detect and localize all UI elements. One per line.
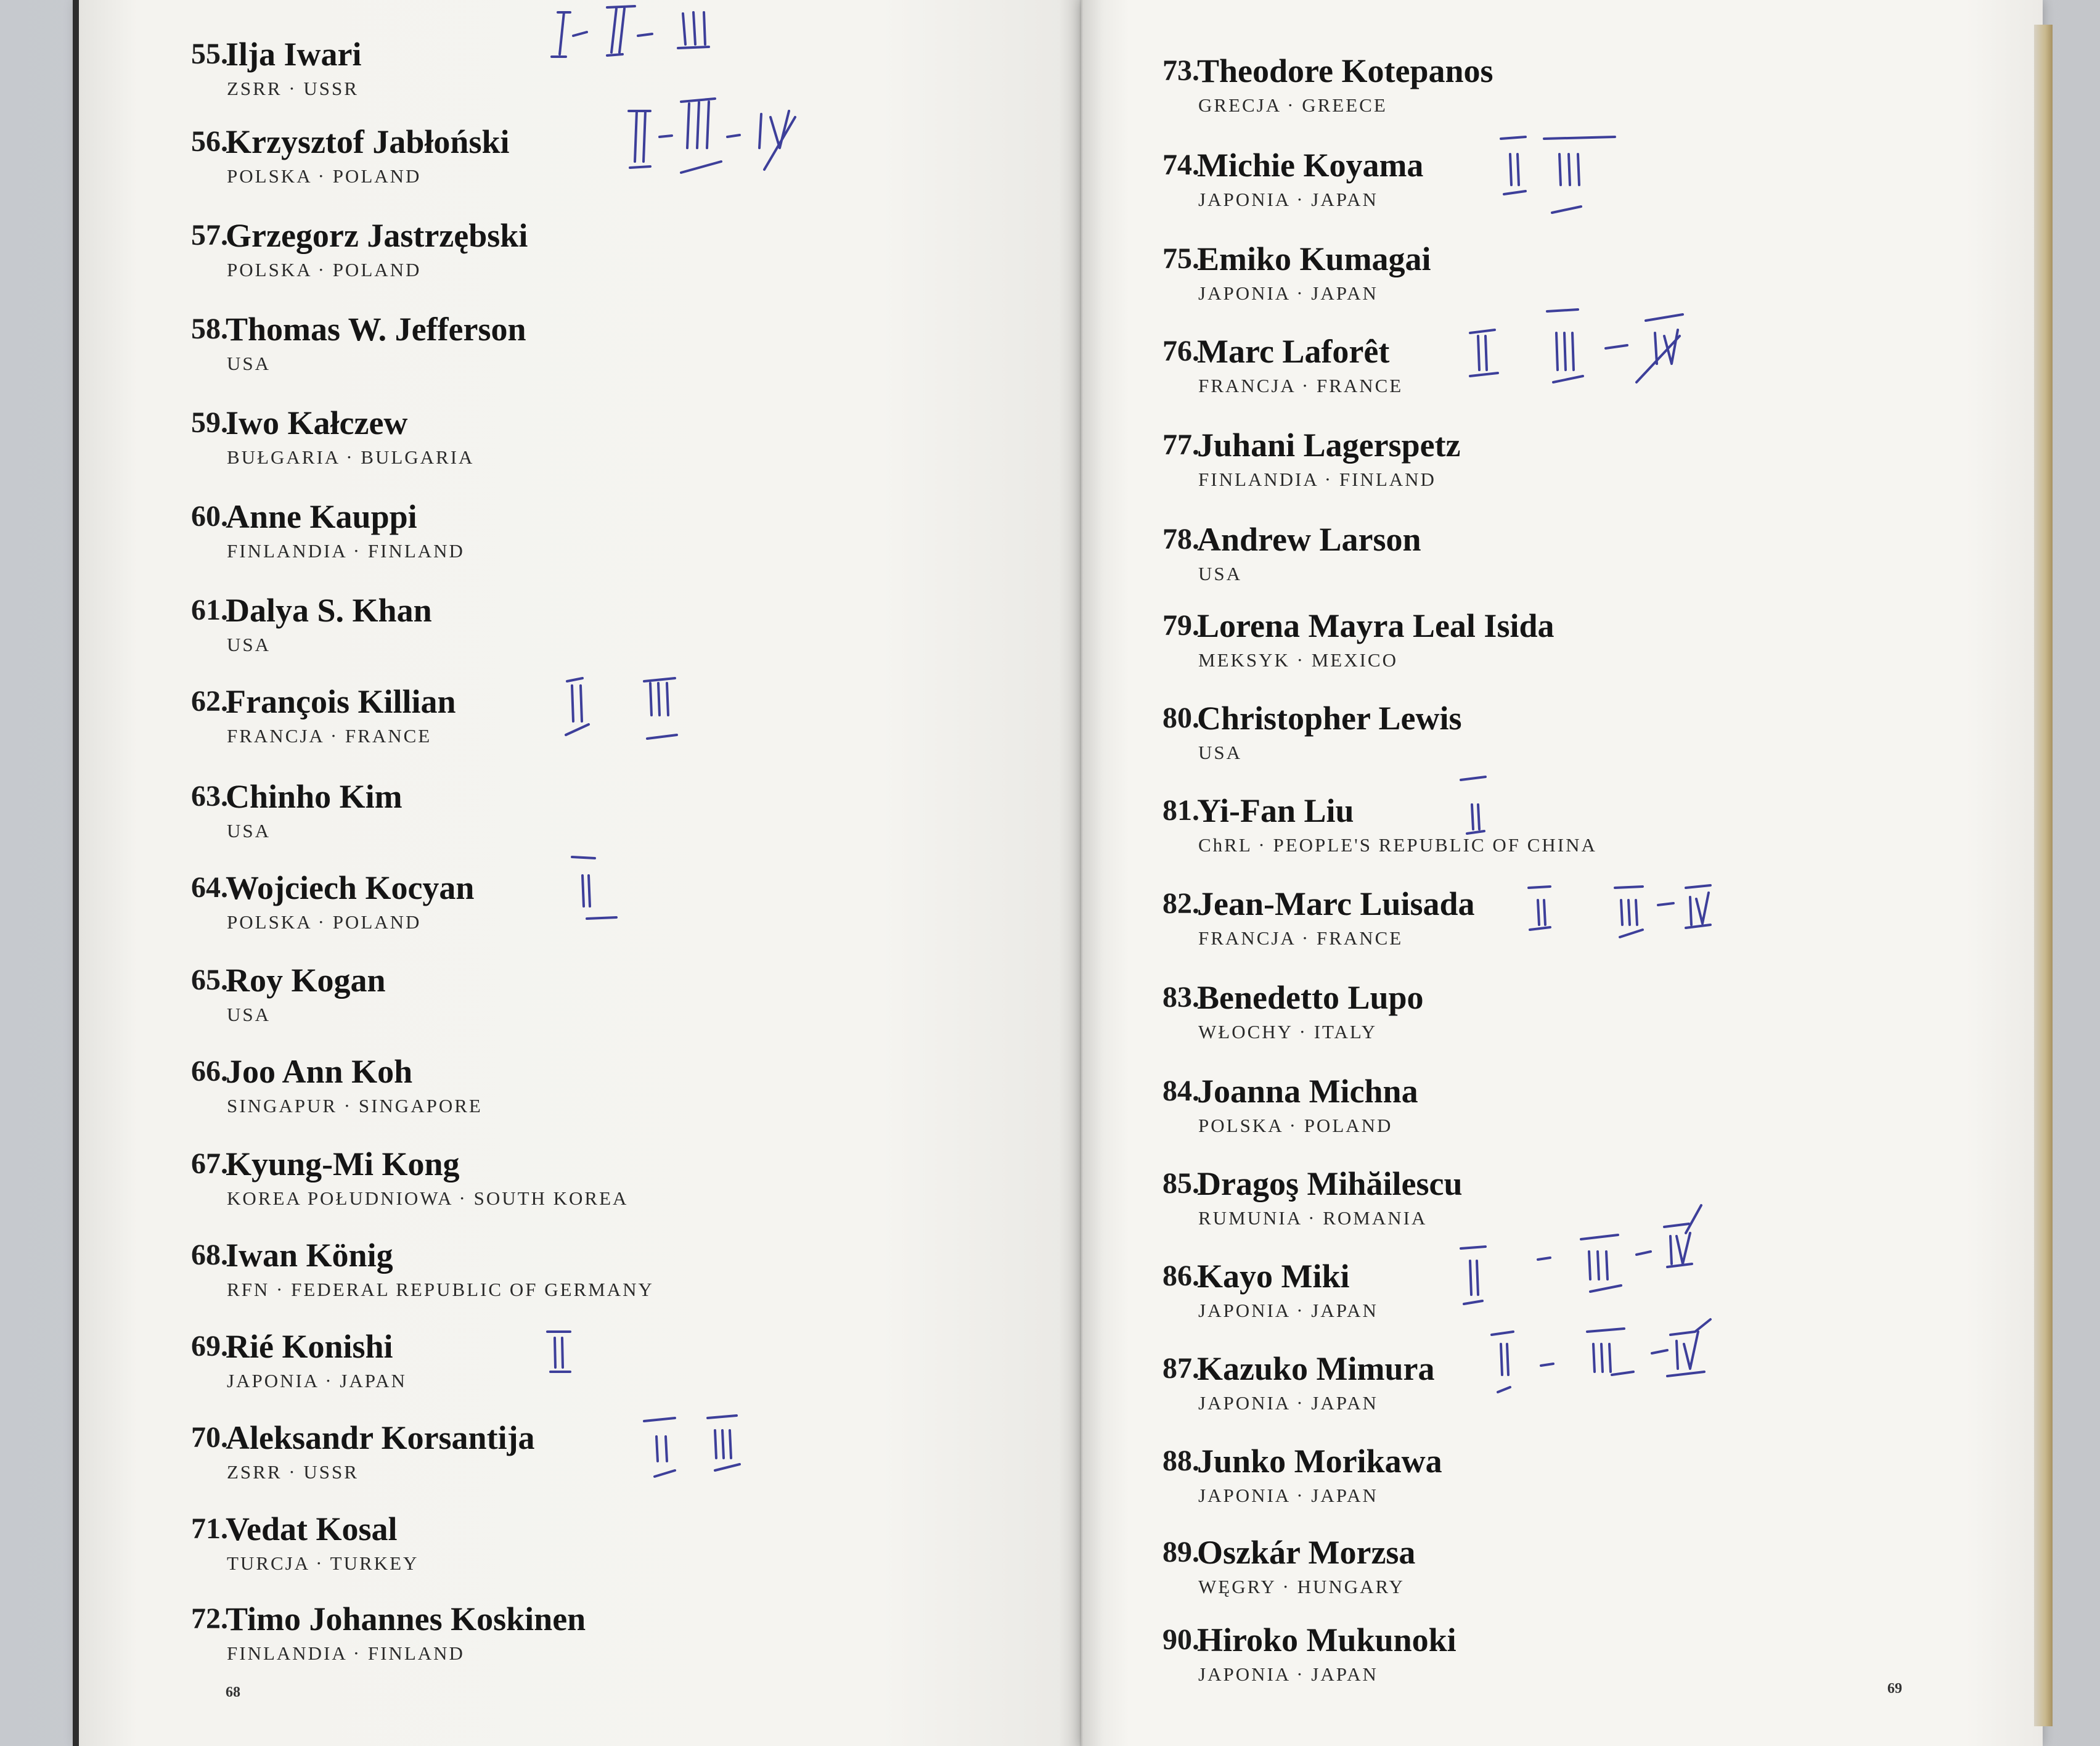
participant-country: ZSRR · USSR bbox=[227, 1461, 359, 1483]
entry-number: 68. bbox=[191, 1239, 228, 1271]
participant-country: BUŁGARIA · BULGARIA bbox=[227, 446, 475, 468]
entry-number: 64. bbox=[191, 871, 228, 904]
participant-country: SINGAPUR · SINGAPORE bbox=[227, 1095, 483, 1117]
entry-number: 79. bbox=[1162, 609, 1199, 642]
participant-name: Roy Kogan bbox=[226, 962, 386, 999]
participant-country: WŁOCHY · ITALY bbox=[1198, 1021, 1378, 1043]
participant-name: Joanna Michna bbox=[1197, 1073, 1418, 1110]
participant-name: Anne Kauppi bbox=[226, 498, 417, 535]
participant-name: Joo Ann Koh bbox=[226, 1053, 413, 1090]
participant-country: RUMUNIA · ROMANIA bbox=[1198, 1207, 1428, 1229]
participant-country: GRECJA · GREECE bbox=[1198, 94, 1387, 116]
participant-country: FINLANDIA · FINLAND bbox=[227, 540, 465, 562]
entry-number: 59. bbox=[191, 406, 228, 439]
participant-country: JAPONIA · JAPAN bbox=[1198, 1300, 1378, 1321]
participant-name: Andrew Larson bbox=[1197, 521, 1421, 558]
participant-name: Kazuko Mimura bbox=[1197, 1350, 1435, 1387]
entry-number: 82. bbox=[1162, 887, 1199, 920]
handwritten-mark bbox=[1529, 885, 1710, 937]
participant-country: FRANCJA · FRANCE bbox=[227, 725, 432, 747]
participant-country: USA bbox=[227, 353, 271, 374]
entry-number: 62. bbox=[191, 685, 228, 718]
entry-number: 88. bbox=[1162, 1445, 1199, 1477]
entry-number: 58. bbox=[191, 313, 228, 345]
entry-number: 87. bbox=[1162, 1352, 1199, 1385]
participant-name: Kyung-Mi Kong bbox=[226, 1146, 460, 1182]
handwritten-mark bbox=[629, 99, 795, 173]
participant-name: Ilja Iwari bbox=[226, 36, 362, 73]
participant-name: Lorena Mayra Leal Isida bbox=[1197, 607, 1555, 644]
participant-country: KOREA POŁUDNIOWA · SOUTH KOREA bbox=[227, 1187, 629, 1209]
entry-number: 84. bbox=[1162, 1075, 1199, 1107]
participant-name: Marc Laforêt bbox=[1197, 333, 1390, 370]
entry-number: 69. bbox=[191, 1330, 228, 1363]
entry-number: 61. bbox=[191, 594, 228, 626]
participant-name: Rié Konishi bbox=[226, 1328, 393, 1365]
participant-name: Iwo Kałczew bbox=[226, 404, 408, 441]
participant-country: JAPONIA · JAPAN bbox=[1198, 282, 1378, 304]
entry-number: 71. bbox=[191, 1512, 228, 1545]
participant-name: Michie Koyama bbox=[1197, 147, 1424, 184]
participant-name: Iwan König bbox=[226, 1237, 393, 1274]
entry-number: 89. bbox=[1162, 1536, 1199, 1568]
participant-country: POLSKA · POLAND bbox=[227, 165, 422, 187]
participant-name: Wojciech Kocyan bbox=[226, 869, 475, 906]
entry-number: 57. bbox=[191, 219, 228, 252]
participant-country: USA bbox=[227, 820, 271, 842]
handwritten-mark bbox=[547, 1332, 570, 1372]
participant-name: Dragoş Mihăilescu bbox=[1197, 1165, 1463, 1202]
participant-name: Yi-Fan Liu bbox=[1197, 792, 1354, 829]
page-number-left: 68 bbox=[226, 1684, 240, 1700]
entry-number: 81. bbox=[1162, 794, 1199, 827]
participant-name: Chinho Kim bbox=[226, 778, 402, 815]
participant-name: Junko Morikawa bbox=[1197, 1443, 1442, 1480]
entry-number: 78. bbox=[1162, 523, 1199, 555]
participant-country: FINLANDIA · FINLAND bbox=[1198, 469, 1436, 490]
entry-number: 60. bbox=[191, 500, 228, 533]
participant-name: François Killian bbox=[226, 683, 456, 720]
participant-name: Hiroko Mukunoki bbox=[1197, 1621, 1457, 1658]
participant-name: Krzysztof Jabłoński bbox=[226, 123, 510, 160]
participant-name: Emiko Kumagai bbox=[1197, 240, 1431, 277]
entry-number: 63. bbox=[191, 780, 228, 813]
entry-number: 70. bbox=[191, 1421, 228, 1454]
participant-country: JAPONIA · JAPAN bbox=[1198, 1485, 1378, 1506]
entry-number: 72. bbox=[191, 1602, 228, 1635]
participant-name: Juhani Lagerspetz bbox=[1197, 427, 1461, 464]
participant-name: Aleksandr Korsantija bbox=[226, 1419, 535, 1456]
participant-country: USA bbox=[1198, 563, 1243, 584]
participant-name: Kayo Miki bbox=[1197, 1258, 1350, 1295]
participant-country: USA bbox=[227, 634, 271, 655]
participant-name: Thomas W. Jefferson bbox=[226, 311, 526, 348]
participant-country: ChRL · PEOPLE'S REPUBLIC OF CHINA bbox=[1198, 834, 1597, 856]
participant-name: Grzegorz Jastrzębski bbox=[226, 217, 528, 254]
participant-country: POLSKA · POLAND bbox=[227, 259, 422, 281]
participant-name: Oszkár Morzsa bbox=[1197, 1534, 1416, 1571]
entry-number: 66. bbox=[191, 1055, 228, 1088]
participant-name: Christopher Lewis bbox=[1197, 700, 1462, 737]
entry-number: 76. bbox=[1162, 335, 1199, 367]
participant-country: FRANCJA · FRANCE bbox=[1198, 927, 1403, 949]
entry-number: 55. bbox=[191, 38, 228, 70]
participant-name: Jean-Marc Luisada bbox=[1197, 885, 1475, 922]
participant-country: WĘGRY · HUNGARY bbox=[1198, 1576, 1405, 1597]
participant-country: JAPONIA · JAPAN bbox=[227, 1370, 407, 1391]
participant-name: Theodore Kotepanos bbox=[1197, 52, 1493, 89]
participant-country: POLSKA · POLAND bbox=[1198, 1115, 1393, 1136]
participant-name: Dalya S. Khan bbox=[226, 592, 432, 629]
entry-number: 85. bbox=[1162, 1167, 1199, 1200]
handwritten-mark bbox=[1492, 1319, 1710, 1392]
participant-country: JAPONIA · JAPAN bbox=[1198, 189, 1378, 210]
entry-number: 75. bbox=[1162, 242, 1199, 275]
entry-number: 73. bbox=[1162, 54, 1199, 87]
handwritten-mark bbox=[552, 6, 709, 57]
participant-country: USA bbox=[1198, 742, 1243, 763]
participant-country: ZSRR · USSR bbox=[227, 78, 359, 99]
participant-country: MEKSYK · MEXICO bbox=[1198, 649, 1398, 671]
participant-name: Timo Johannes Koskinen bbox=[226, 1600, 586, 1637]
handwritten-mark bbox=[572, 857, 616, 919]
participant-country: FINLANDIA · FINLAND bbox=[227, 1642, 465, 1664]
participant-country: RFN · FEDERAL REPUBLIC OF GERMANY bbox=[227, 1279, 654, 1300]
entry-number: 86. bbox=[1162, 1260, 1199, 1292]
participant-country: TURCJA · TURKEY bbox=[227, 1552, 419, 1574]
participant-country: FRANCJA · FRANCE bbox=[1198, 375, 1403, 396]
handwritten-mark bbox=[566, 678, 677, 739]
entry-number: 90. bbox=[1162, 1623, 1199, 1656]
entry-number: 80. bbox=[1162, 702, 1199, 734]
handwritten-mark bbox=[1461, 777, 1485, 834]
handwritten-mark bbox=[1470, 309, 1683, 382]
page-number-right: 69 bbox=[1887, 1681, 1902, 1697]
handwritten-mark bbox=[1461, 1205, 1701, 1304]
entry-number: 77. bbox=[1162, 428, 1199, 461]
handwritten-mark bbox=[644, 1416, 740, 1477]
entry-number: 65. bbox=[191, 964, 228, 996]
participant-country: JAPONIA · JAPAN bbox=[1198, 1663, 1378, 1685]
entry-number: 67. bbox=[191, 1147, 228, 1180]
participant-country: USA bbox=[227, 1004, 271, 1025]
entry-number: 74. bbox=[1162, 149, 1199, 181]
participant-name: Benedetto Lupo bbox=[1197, 979, 1424, 1016]
entry-number: 56. bbox=[191, 125, 228, 158]
entry-number: 83. bbox=[1162, 981, 1199, 1014]
handwritten-mark bbox=[1501, 137, 1615, 213]
participant-country: JAPONIA · JAPAN bbox=[1198, 1392, 1378, 1414]
participant-name: Vedat Kosal bbox=[226, 1510, 398, 1547]
participant-country: POLSKA · POLAND bbox=[227, 911, 422, 933]
